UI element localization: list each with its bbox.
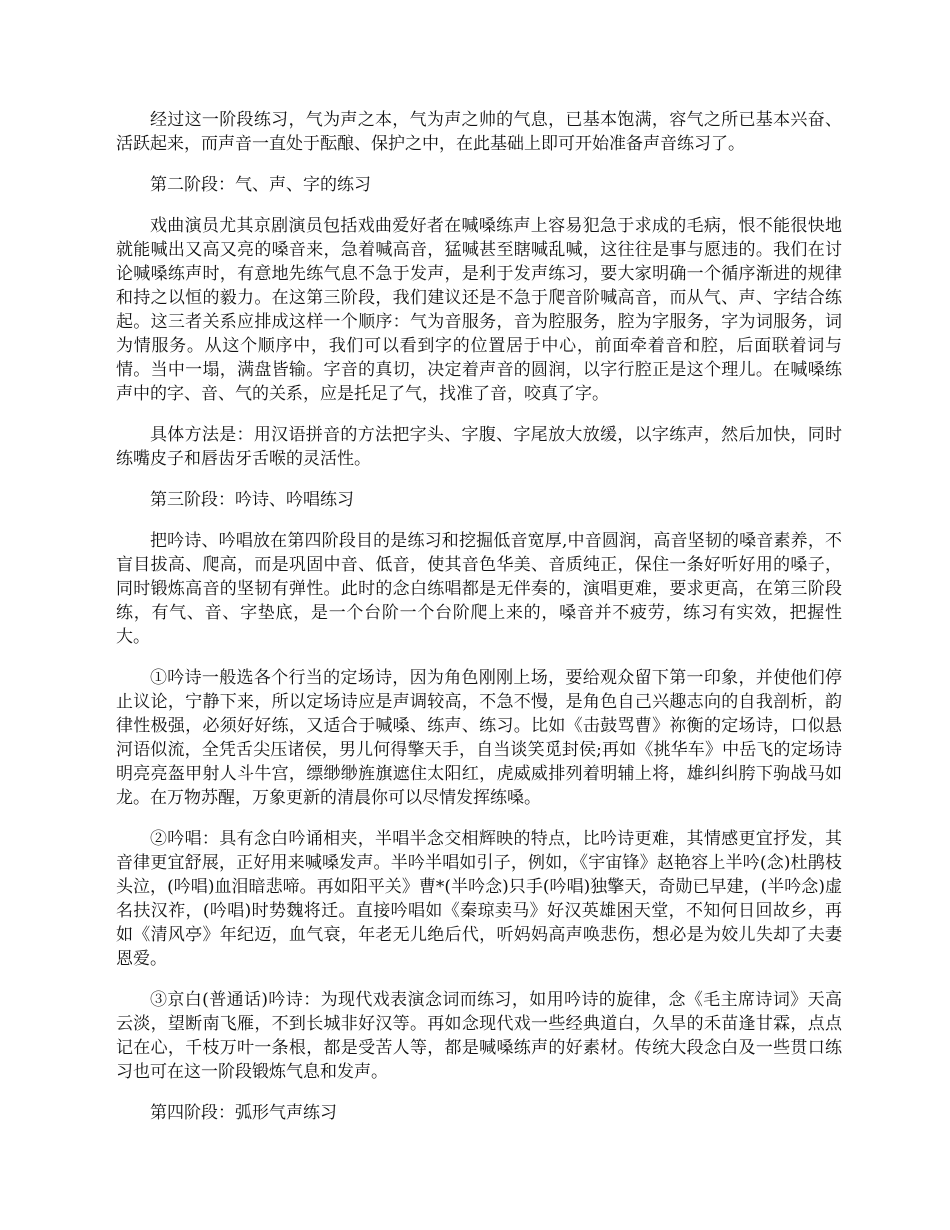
- paragraph-stage-2-method: 具体方法是：用汉语拼音的方法把字头、字腹、字尾放大放缓，以字练声，然后加快，同时练嘴皮子和唇齿牙舌喉的灵活性。: [116, 425, 842, 469]
- paragraph-stage-3-intro: 把吟诗、吟唱放在第四阶段目的是练习和挖掘低音宽厚,中音圆润，高音坚韧的嗓音素养，不盲目拔高、爬高，而是巩固中音、低音，使其音色华美、音质纯正，保住一条好听好用的嗓子，同时锻炼高音的坚韧有弹性。此时的念白练唱都是无伴奏的，演唱更难，要求更高，在第三阶段练，有气、音、字垫底，是一个台阶一个台阶爬上来的，嗓音并不疲劳，练习有实效，把握性大。: [116, 531, 842, 647]
- section-heading-stage-2: 第二阶段：气、声、字的练习: [150, 175, 371, 195]
- paragraph-stage-3-chant: ②吟唱：具有念白吟诵相夹，半唱半念交相辉映的特点，比吟诗更难，其情感更宜抒发，其音律更宜舒展，正好用来喊嗓发声。半吟半唱如引子，例如，《宇宙锋》赵艳容上半吟(念)杜鹃枝头泣，(吟唱)血泪暗悲啼。再如阳平关》曹*(半吟念)只手(吟唱)独擎天，奇勋已早建，(半吟念)虚名扶汉祚，(吟唱)时势魏将迁。直接吟唱如《秦琼卖马》好汉英雄困天堂，不知何日回故乡，再如《清风亭》年纪迈，血气衰，年老无儿绝后代，听妈妈高声唤悲伤，想必是为姣儿失却了夫妻恩爱。: [116, 829, 842, 969]
- paragraph-stage-3-poem: ①吟诗一般选各个行当的定场诗，因为角色刚刚上场，要给观众留下第一印象，并使他们停止议论，宁静下来，所以定场诗应是声调较高，不急不慢，是角色自己兴趣志向的自我剖析，韵律性极强，必须好好练，又适合于喊嗓、练声、练习。比如《击鼓骂曹》祢衡的定场诗，口似悬河语似流，全凭舌尖压诸侯，男儿何得擎天手，自当谈笑觅封侯;再如《挑华车》中岳飞的定场诗明亮亮盔甲射人斗牛宫，缥缈缈旌旗遮住太阳红，虎威威排列着明辅上将，雄纠纠胯下驹战马如龙。在万物苏醒，万象更新的清晨你可以尽情发挥练嗓。: [116, 668, 842, 808]
- document-body: [116, 108, 842, 1142]
- paragraph-intro: 经过这一阶段练习，气为声之本，气为声之帅的气息，已基本饱满，容气之所已基本兴奋、活跃起来，而声音一直处于酝酿、保护之中，在此基础上即可开始准备声音练习了。: [116, 110, 842, 154]
- section-heading-stage-3: 第三阶段：吟诗、吟唱练习: [150, 490, 354, 510]
- paragraph-stage-2-body: 戏曲演员尤其京剧演员包括戏曲爱好者在喊嗓练声上容易犯急于求成的毛病，恨不能很快地就能喊出又高又亮的嗓音来，急着喊高音，猛喊甚至瞎喊乱喊，这往往是事与愿违的。我们在讨论喊嗓练声时，有意地先练气息不急于发声，是利于发声练习，要大家明确一个循序渐进的规律和持之以恒的毅力。在这第三阶段，我们建议还是不急于爬音阶喊高音，而从气、声、字结合练起。这三者关系应排成这样一个顺序：气为音服务，音为腔服务，腔为字服务，字为词服务，词为情服务。从这个顺序中，我们可以看到字的位置居于中心，前面牵着音和腔，后面联着词与情。当中一塌，满盘皆输。字音的真切，决定着声音的圆润，以字行腔正是这个理儿。在喊嗓练声中的字、音、气的关系，应是托足了气，找准了音，咬真了字。: [116, 216, 842, 404]
- section-heading-stage-4: 第四阶段：弧形气声练习: [150, 1103, 337, 1123]
- paragraph-stage-3-jingbai: ③京白(普通话)吟诗：为现代戏表演念词而练习，如用吟诗的旋律，念《毛主席诗词》天高云淡，望断南飞雁，不到长城非好汉等。再如念现代戏一些经典道白，久旱的禾苗逢甘霖，点点记在心，千枝万叶一条根，都是受苦人等，都是喊嗓练声的好素材。传统大段念白及一些贯口练习也可在这一阶段锻炼气息和发声。: [116, 990, 842, 1082]
